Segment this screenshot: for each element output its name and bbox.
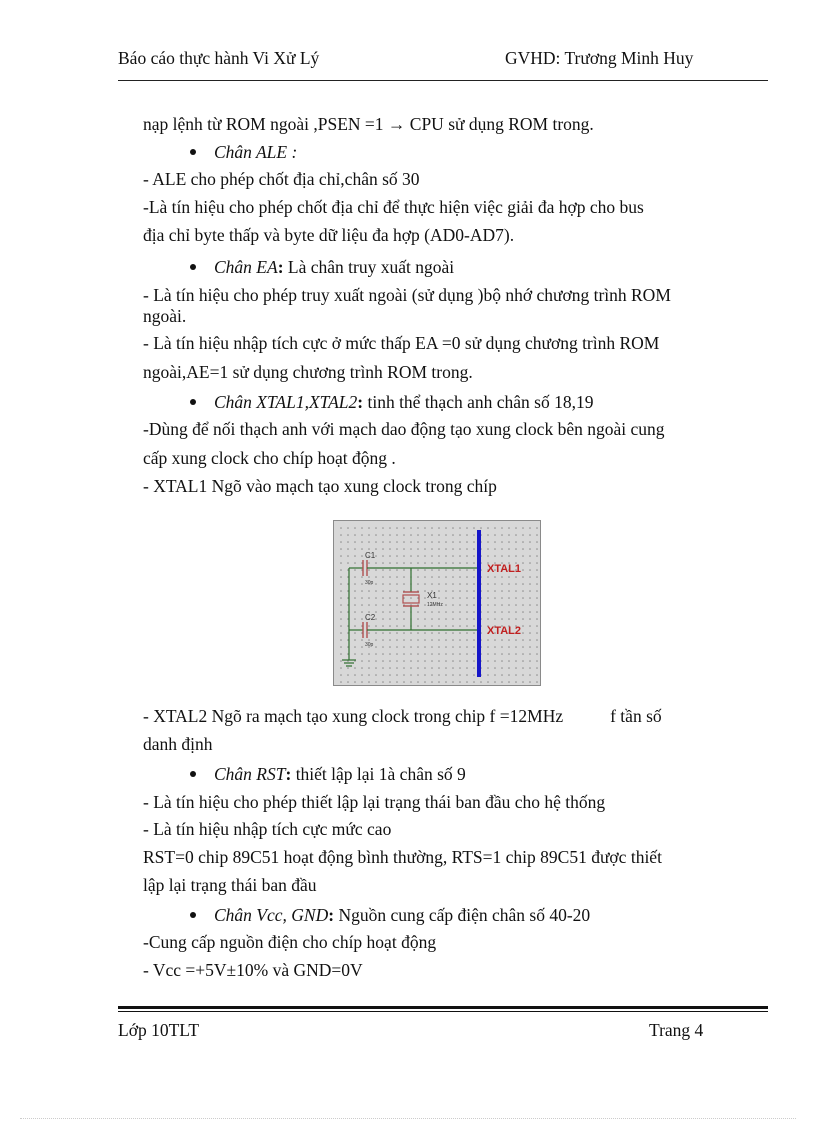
bullet-ale bbox=[190, 141, 297, 163]
text-line: - Là tín hiệu nhập tích cực mức cao bbox=[143, 819, 392, 839]
bullet-label: Chân Vcc, GND bbox=[214, 905, 329, 925]
text-line bbox=[143, 705, 662, 727]
text-line: cấp xung clock cho chíp hoạt động . bbox=[143, 448, 396, 468]
text-line: - ALE cho phép chốt địa chỉ,chân số 30 bbox=[143, 169, 420, 189]
crystal-oscillator-circuit bbox=[333, 520, 541, 686]
bullet-dot bbox=[190, 264, 196, 270]
text-line: danh định bbox=[143, 734, 213, 754]
text-line: - Là tín hiệu cho phép truy xuất ngoài (sử dụng )bộ nhớ chương trình ROM bbox=[143, 285, 671, 305]
text-line: - XTAL1 Ngõ vào mạch tạo xung clock trong chíp bbox=[143, 476, 497, 496]
label-c1: C1 bbox=[365, 551, 376, 560]
header-rule bbox=[118, 80, 768, 81]
label-xtal2: XTAL2 bbox=[487, 625, 522, 637]
bullet-label: Chân XTAL1,XTAL2 bbox=[214, 392, 358, 412]
bullet-label: Chân EA bbox=[214, 257, 278, 277]
footer-rule bbox=[118, 1011, 768, 1012]
label-c2: C2 bbox=[365, 613, 376, 622]
text-line: -Là tín hiệu cho phép chốt địa chỉ để thực hiện việc giải đa hợp cho bus bbox=[143, 197, 644, 217]
text-line: địa chỉ byte thấp và byte dữ liệu đa hợp (AD0-AD7). bbox=[143, 225, 515, 245]
text-line: - Là tín hiệu cho phép thiết lập lại trạng thái ban đầu cho hệ thống bbox=[143, 792, 606, 812]
bullet-vcc: Chân Vcc, GND: Nguồn cung cấp điện chân số 40-20 bbox=[190, 904, 590, 926]
text-line: RST=0 chip 89C51 hoạt động bình thường, RTS=1 chip 89C51 được thiết bbox=[143, 847, 662, 867]
bullet-dot bbox=[190, 149, 196, 155]
page-edge bbox=[20, 1118, 796, 1119]
bullet-label: Chân ALE : bbox=[214, 142, 298, 162]
footer-rule bbox=[118, 1006, 768, 1009]
bullet-text: thiết lập lại 1à chân số 9 bbox=[295, 764, 466, 784]
text-line: ngoài,AE=1 sử dụng chương trình ROM trong. bbox=[143, 362, 473, 382]
footer-class: Lớp 10TLT bbox=[118, 1020, 200, 1040]
bullet-text: Là chân truy xuất ngoài bbox=[287, 257, 455, 277]
text-xtal2: - XTAL2 Ngõ ra mạch tạo xung clock trong chip f =12MHz bbox=[143, 706, 564, 726]
text-line: -Dùng để nối thạch anh với mạch dao động tạo xung clock bên ngoài cung bbox=[143, 419, 665, 439]
bullet-label: Chân RST bbox=[214, 764, 286, 784]
bullet-dot bbox=[190, 912, 196, 918]
text-line: lập lại trạng thái ban đầu bbox=[143, 875, 317, 895]
text-line: - Vcc =+5V±10% và GND=0V bbox=[143, 960, 363, 980]
text-line: -Cung cấp nguồn điện cho chíp hoạt động bbox=[143, 932, 437, 952]
bullet-dot bbox=[190, 771, 196, 777]
text-line: - Là tín hiệu nhập tích cực ở mức thấp EA =0 sử dụng chương trình ROM bbox=[143, 333, 660, 353]
bullet-text: tinh thể thạch anh chân số 18,19 bbox=[367, 392, 594, 412]
text-line: ngoài. bbox=[143, 306, 187, 326]
label-c2-value: 30p bbox=[365, 642, 374, 648]
bullet-dot bbox=[190, 399, 196, 405]
bullet-rst: Chân RST: thiết lập lại 1à chân số 9 bbox=[190, 763, 466, 785]
text-line: nạp lệnh từ ROM ngoài ,PSEN =1 → CPU sử dụng ROM trong. bbox=[143, 114, 594, 134]
text-xtal2-tail: f tần số bbox=[610, 706, 662, 726]
header-instructor: GVHD: Trương Minh Huy bbox=[505, 48, 694, 68]
bullet-xtal: Chân XTAL1,XTAL2: tinh thể thạch anh chân số 18,19 bbox=[190, 391, 593, 413]
label-x1: X1 bbox=[427, 591, 437, 600]
page-header bbox=[118, 48, 768, 74]
header-title: Báo cáo thực hành Vi Xử Lý bbox=[118, 48, 320, 68]
circuit-diagram bbox=[333, 520, 541, 686]
label-x1-value: 12MHz bbox=[427, 602, 443, 608]
label-c1-value: 30p bbox=[365, 580, 374, 586]
bullet-text: Nguồn cung cấp điện chân số 40-20 bbox=[338, 905, 591, 925]
bullet-ea: Chân EA: Là chân truy xuất ngoài bbox=[190, 256, 454, 278]
page-number: Trang 4 bbox=[649, 1020, 704, 1040]
label-xtal1: XTAL1 bbox=[487, 563, 522, 575]
